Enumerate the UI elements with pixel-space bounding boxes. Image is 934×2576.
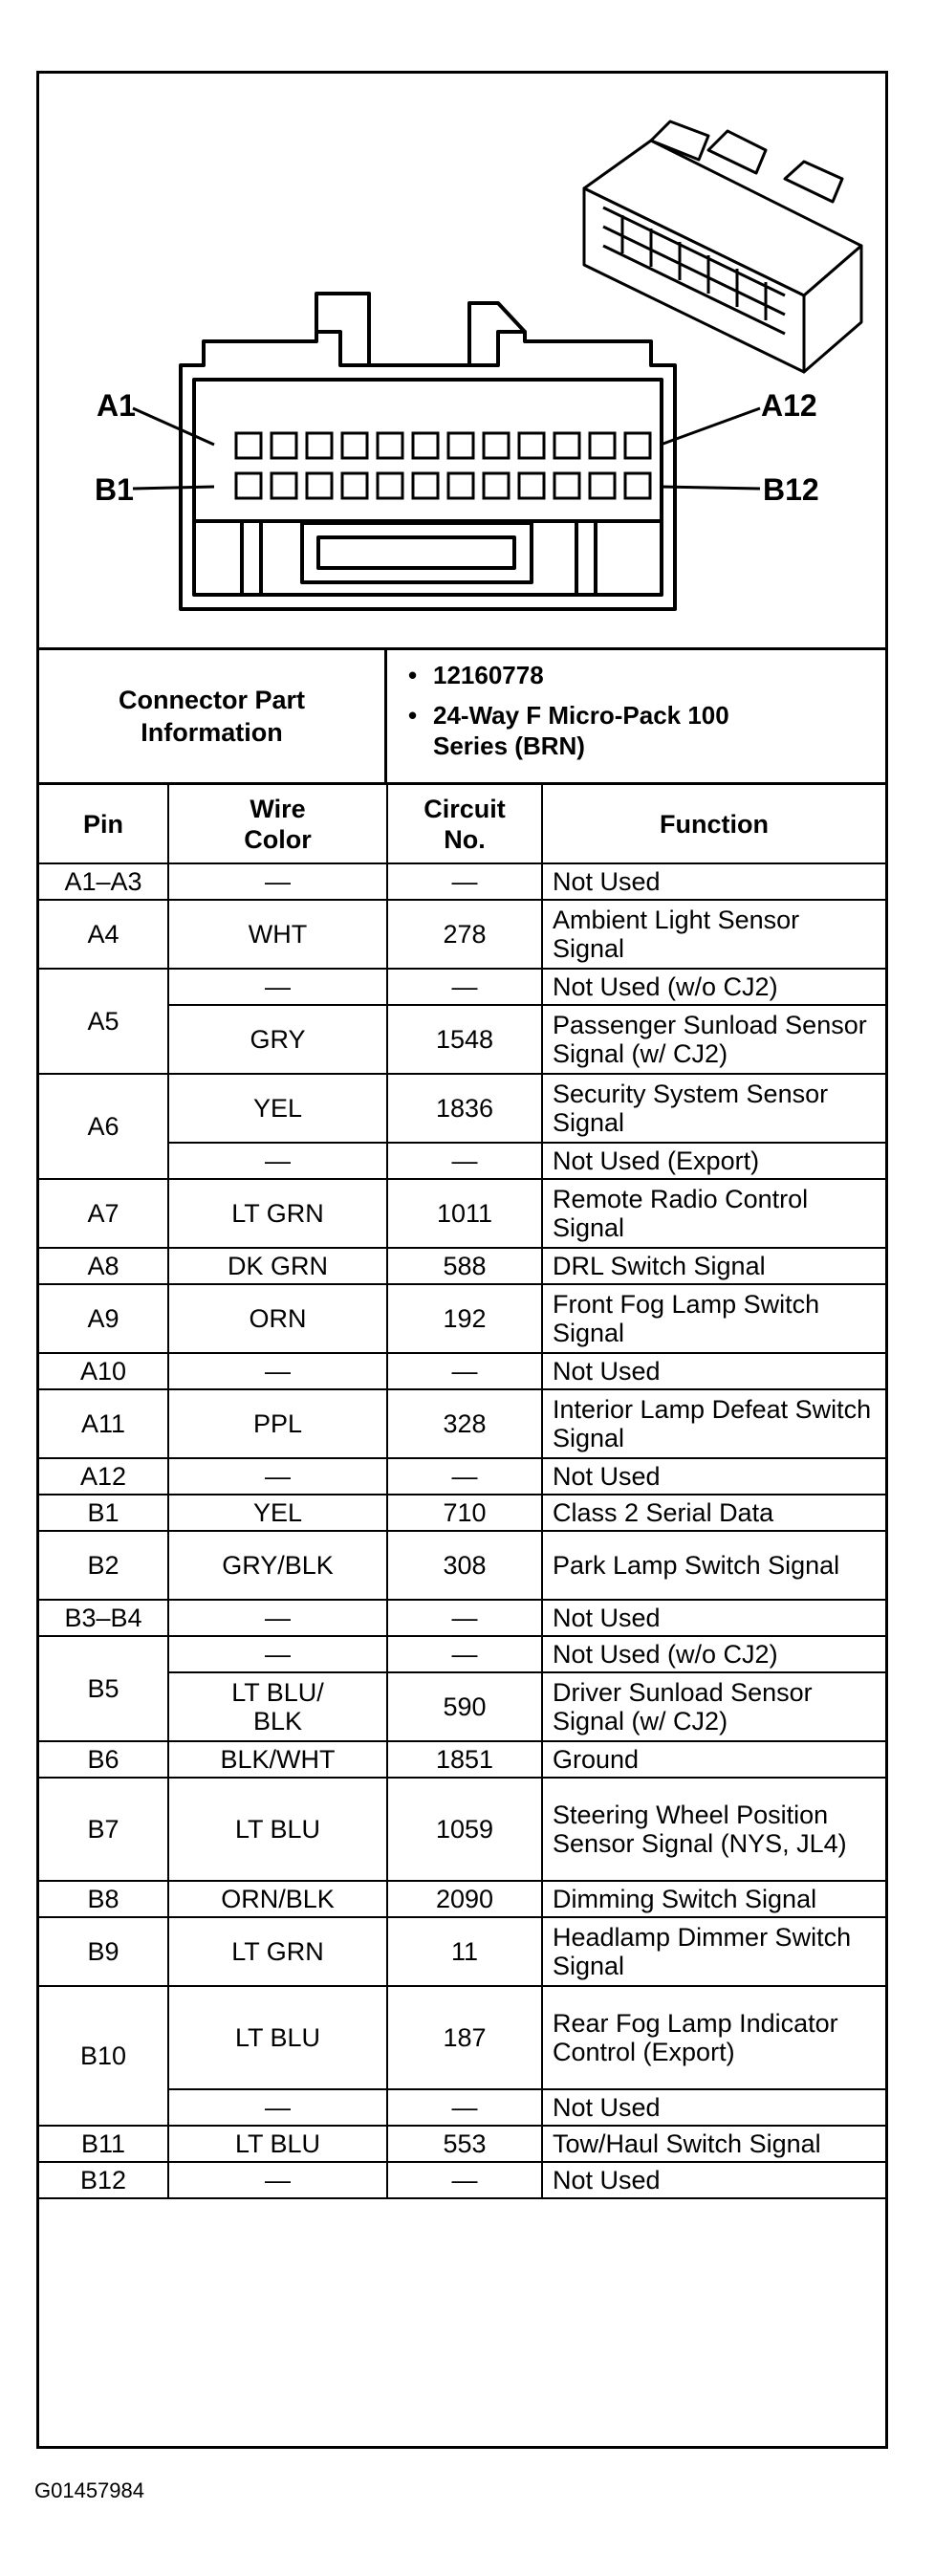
table-row [39, 1741, 885, 1778]
cell-function: Interior Lamp Defeat Switch Signal [542, 1389, 885, 1458]
cavity-b3 [307, 473, 332, 498]
part-number-bullet: • 12160778 [408, 661, 544, 689]
table-row [39, 863, 885, 900]
cell-pin: B3–B4 [39, 1600, 168, 1636]
cell-function: Class 2 Serial Data [542, 1495, 885, 1531]
cell-pin: B10 [39, 1986, 168, 2126]
cell-wire-color: ORN/BLK [168, 1881, 387, 1917]
cavity-a5 [378, 433, 402, 458]
cell-pin: B6 [39, 1741, 168, 1778]
cell-function: Not Used [542, 1600, 885, 1636]
table-row [39, 1284, 885, 1353]
cell-function: Tow/Haul Switch Signal [542, 2126, 885, 2162]
cavity-b9 [519, 473, 544, 498]
cell-wire-color: — [168, 863, 387, 900]
cell-circuit-no: — [387, 1458, 542, 1495]
cell-wire-color: LT BLU [168, 1986, 387, 2089]
description-bullet: • 24-Way F Micro-Pack 100 Series (BRN) [408, 700, 885, 761]
cell-function: Ground [542, 1741, 885, 1778]
cell-circuit-no: 1836 [387, 1074, 542, 1143]
cavity-b5 [378, 473, 402, 498]
cell-wire-color: LT BLU [168, 2126, 387, 2162]
cell-pin: B7 [39, 1778, 168, 1881]
connector-info [39, 650, 885, 785]
cell-function: Headlamp Dimmer Switch Signal [542, 1917, 885, 1986]
table-row [39, 1531, 885, 1600]
cell-function: Dimming Switch Signal [542, 1881, 885, 1917]
cell-wire-color: LT GRN [168, 1917, 387, 1986]
cell-pin: A12 [39, 1458, 168, 1495]
label-b1: B1 [95, 472, 134, 507]
cell-function: Front Fog Lamp Switch Signal [542, 1284, 885, 1353]
cell-wire-color: — [168, 1143, 387, 1179]
cell-circuit-no: — [387, 1636, 542, 1672]
table-row [39, 900, 885, 969]
cavity-a10 [554, 433, 579, 458]
cavity-a8 [484, 433, 509, 458]
cell-wire-color: GRY [168, 1005, 387, 1074]
cell-wire-color: — [168, 1636, 387, 1672]
cavity-a2 [272, 433, 296, 458]
cavity-b6 [413, 473, 438, 498]
figure-id: G01457984 [34, 2478, 144, 2502]
header-pin: Pin [39, 785, 168, 863]
table-row [39, 1353, 885, 1389]
connector-info-label-text: Connector Part Information [118, 686, 306, 747]
cell-circuit-no: 328 [387, 1389, 542, 1458]
connector-info-values [387, 650, 885, 782]
cavity-b12 [625, 473, 650, 498]
table-row [39, 1881, 885, 1917]
cell-pin: A6 [39, 1074, 168, 1179]
cavity-b7 [448, 473, 473, 498]
table-row [39, 1778, 885, 1881]
cell-pin: B11 [39, 2126, 168, 2162]
pinout-table-body [39, 863, 885, 2198]
cell-circuit-no: — [387, 2162, 542, 2198]
cell-circuit-no: 553 [387, 2126, 542, 2162]
cell-pin: A4 [39, 900, 168, 969]
table-row [39, 2162, 885, 2198]
part-number: 12160778 [433, 661, 544, 689]
connector-description: 24-Way F Micro-Pack 100 Series (BRN) [433, 701, 729, 760]
cell-circuit-no: 710 [387, 1495, 542, 1531]
cell-wire-color: — [168, 1353, 387, 1389]
cell-wire-color: — [168, 2162, 387, 2198]
cell-circuit-no: 590 [387, 1672, 542, 1741]
cell-circuit-no: — [387, 863, 542, 900]
table-header-row [39, 785, 885, 863]
cell-function: Remote Radio Control Signal [542, 1179, 885, 1248]
cell-circuit-no: 1011 [387, 1179, 542, 1248]
cell-pin: B2 [39, 1531, 168, 1600]
header-circuit-no: Circuit No. [387, 785, 542, 863]
cell-pin: B8 [39, 1881, 168, 1917]
label-a1: A1 [97, 388, 136, 423]
cell-function: Ambient Light Sensor Signal [542, 900, 885, 969]
cell-circuit-no: 308 [387, 1531, 542, 1600]
cell-circuit-no: 192 [387, 1284, 542, 1353]
cavity-a1 [236, 433, 261, 458]
table-row [39, 1917, 885, 1986]
connector-diagram [39, 74, 885, 650]
cell-circuit-no: — [387, 1353, 542, 1389]
cell-function: Not Used [542, 2089, 885, 2126]
cell-pin: A10 [39, 1353, 168, 1389]
connector-info-label [39, 650, 387, 782]
label-b12: B12 [763, 472, 819, 507]
cell-pin: B5 [39, 1636, 168, 1741]
cell-function: Driver Sunload Sensor Signal (w/ CJ2) [542, 1672, 885, 1741]
cell-wire-color: DK GRN [168, 1248, 387, 1284]
cell-circuit-no: 1548 [387, 1005, 542, 1074]
connector-cavities [236, 433, 650, 498]
cell-pin: A7 [39, 1179, 168, 1248]
cavity-a9 [519, 433, 544, 458]
cell-wire-color: WHT [168, 900, 387, 969]
cell-wire-color: LT BLU/ BLK [168, 1672, 387, 1741]
cell-function: Not Used [542, 1458, 885, 1495]
cell-function: Rear Fog Lamp Indicator Control (Export) [542, 1986, 885, 2089]
cavity-a7 [448, 433, 473, 458]
cell-wire-color: PPL [168, 1389, 387, 1458]
cell-circuit-no: 1059 [387, 1778, 542, 1881]
cell-circuit-no: 11 [387, 1917, 542, 1986]
cavity-b4 [342, 473, 367, 498]
cell-circuit-no: 1851 [387, 1741, 542, 1778]
cavity-a11 [590, 433, 615, 458]
cavity-b2 [272, 473, 296, 498]
cell-pin: B1 [39, 1495, 168, 1531]
table-row [39, 1600, 885, 1636]
table-row [39, 1636, 885, 1672]
cell-wire-color: — [168, 969, 387, 1005]
cell-function: Not Used (w/o CJ2) [542, 1636, 885, 1672]
cavity-b8 [484, 473, 509, 498]
pin-label-leaders [133, 408, 760, 489]
table-row [39, 1389, 885, 1458]
cell-function: Not Used [542, 2162, 885, 2198]
cell-wire-color: BLK/WHT [168, 1741, 387, 1778]
cavity-b11 [590, 473, 615, 498]
connector-face-svg [39, 74, 885, 647]
header-wire-color: Wire Color [168, 785, 387, 863]
cell-pin: A1–A3 [39, 863, 168, 900]
table-row [39, 2126, 885, 2162]
cavity-b10 [554, 473, 579, 498]
cell-function: Not Used (w/o CJ2) [542, 969, 885, 1005]
table-row [39, 1495, 885, 1531]
cell-wire-color: LT BLU [168, 1778, 387, 1881]
label-a12: A12 [761, 388, 817, 423]
cell-pin: A5 [39, 969, 168, 1074]
cell-function: Security System Sensor Signal [542, 1074, 885, 1143]
cell-wire-color: — [168, 2089, 387, 2126]
cavity-a6 [413, 433, 438, 458]
cell-function: Steering Wheel Position Sensor Signal (NYS, JL4) [542, 1778, 885, 1881]
cell-pin: B9 [39, 1917, 168, 1986]
cell-function: Not Used (Export) [542, 1143, 885, 1179]
cell-circuit-no: — [387, 2089, 542, 2126]
cell-circuit-no: 278 [387, 900, 542, 969]
table-row [39, 969, 885, 1005]
cavity-a12 [625, 433, 650, 458]
cavity-a3 [307, 433, 332, 458]
cell-wire-color: GRY/BLK [168, 1531, 387, 1600]
table-row [39, 1248, 885, 1284]
cell-wire-color: YEL [168, 1495, 387, 1531]
header-function: Function [542, 785, 885, 863]
cell-circuit-no: — [387, 1600, 542, 1636]
cell-circuit-no: 187 [387, 1986, 542, 2089]
table-row [39, 1458, 885, 1495]
cell-pin: A8 [39, 1248, 168, 1284]
table-row [39, 1986, 885, 2089]
cell-circuit-no: — [387, 969, 542, 1005]
cell-function: Park Lamp Switch Signal [542, 1531, 885, 1600]
cavity-a4 [342, 433, 367, 458]
table-row [39, 1179, 885, 1248]
cell-function: Not Used [542, 863, 885, 900]
cell-wire-color: YEL [168, 1074, 387, 1143]
pinout-table [39, 785, 885, 2199]
cell-wire-color: — [168, 1600, 387, 1636]
connector-isometric-sketch [584, 121, 861, 372]
cell-wire-color: LT GRN [168, 1179, 387, 1248]
cell-function: Passenger Sunload Sensor Signal (w/ CJ2) [542, 1005, 885, 1074]
cell-circuit-no: — [387, 1143, 542, 1179]
cell-function: DRL Switch Signal [542, 1248, 885, 1284]
cell-wire-color: ORN [168, 1284, 387, 1353]
cell-circuit-no: 2090 [387, 1881, 542, 1917]
cell-function: Not Used [542, 1353, 885, 1389]
cell-pin: B12 [39, 2162, 168, 2198]
cavity-b1 [236, 473, 261, 498]
cell-circuit-no: 588 [387, 1248, 542, 1284]
table-row [39, 1074, 885, 1143]
cell-pin: A9 [39, 1284, 168, 1353]
cell-pin: A11 [39, 1389, 168, 1458]
cell-wire-color: — [168, 1458, 387, 1495]
connector-frame [36, 71, 888, 2449]
